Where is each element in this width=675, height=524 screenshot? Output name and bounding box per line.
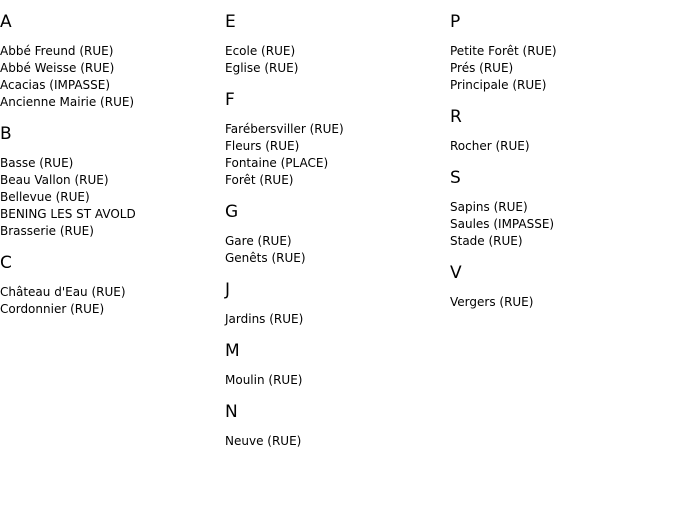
street-list	[450, 294, 670, 311]
street-item[interactable]: Fleurs (RUE)	[225, 139, 300, 153]
street-item[interactable]: Château d'Eau (RUE)	[0, 285, 126, 299]
letter-heading: G	[225, 202, 239, 222]
street-item[interactable]: Cordonnier (RUE)	[0, 302, 105, 316]
street-item[interactable]: Ancienne Mairie (RUE)	[0, 95, 135, 109]
street-column-1	[0, 12, 220, 331]
street-list	[0, 155, 220, 240]
street-item[interactable]: Basse (RUE)	[0, 156, 74, 170]
street-item[interactable]: Beau Vallon (RUE)	[0, 173, 109, 187]
letter-group-m	[225, 341, 445, 389]
letter-group-j	[225, 280, 445, 328]
letter-heading: V	[450, 263, 462, 283]
street-item[interactable]: Jardins (RUE)	[225, 312, 304, 326]
letter-heading: E	[225, 12, 236, 32]
street-list	[225, 433, 445, 450]
letter-heading: J	[225, 280, 231, 300]
street-item[interactable]: Gare (RUE)	[225, 234, 292, 248]
street-list	[225, 233, 445, 267]
street-item[interactable]: Neuve (RUE)	[225, 434, 302, 448]
letter-heading: N	[225, 402, 238, 422]
letter-heading: S	[450, 168, 461, 188]
street-item[interactable]: BENING LES ST AVOLD	[0, 207, 136, 221]
street-item[interactable]: Eglise (RUE)	[225, 61, 299, 75]
letter-group-p	[450, 12, 670, 94]
street-list	[225, 311, 445, 328]
street-item[interactable]: Ecole (RUE)	[225, 44, 296, 58]
letter-group-r	[450, 107, 670, 155]
letter-heading: F	[225, 90, 235, 110]
letter-group-a	[0, 12, 220, 111]
letter-group-n	[225, 402, 445, 450]
street-item[interactable]: Bellevue (RUE)	[0, 190, 90, 204]
letter-heading: B	[0, 124, 12, 144]
street-item[interactable]: Farébersviller (RUE)	[225, 122, 344, 136]
letter-group-e	[225, 12, 445, 77]
street-item[interactable]: Stade (RUE)	[450, 234, 523, 248]
street-item[interactable]: Fontaine (PLACE)	[225, 156, 329, 170]
street-item[interactable]: Brasserie (RUE)	[0, 224, 94, 238]
letter-group-v	[450, 263, 670, 311]
letter-heading: R	[450, 107, 462, 127]
street-item[interactable]: Moulin (RUE)	[225, 373, 303, 387]
street-item[interactable]: Abbé Weisse (RUE)	[0, 61, 115, 75]
street-item[interactable]: Saules (IMPASSE)	[450, 217, 555, 231]
street-column-3	[450, 12, 670, 324]
letter-group-b	[0, 124, 220, 240]
street-item[interactable]: Abbé Freund (RUE)	[0, 44, 114, 58]
letter-heading: M	[225, 341, 240, 361]
street-item[interactable]: Acacias (IMPASSE)	[0, 78, 111, 92]
letter-group-c	[0, 253, 220, 318]
street-column-2	[225, 12, 445, 463]
letter-group-g	[225, 202, 445, 267]
street-list	[0, 284, 220, 318]
letter-heading: P	[450, 12, 461, 32]
street-item[interactable]: Vergers (RUE)	[450, 295, 534, 309]
street-item[interactable]: Prés (RUE)	[450, 61, 514, 75]
letter-heading: C	[0, 253, 12, 273]
street-item[interactable]: Rocher (RUE)	[450, 139, 530, 153]
street-list	[225, 43, 445, 77]
street-list	[450, 199, 670, 250]
letter-heading: A	[0, 12, 12, 32]
street-list	[225, 372, 445, 389]
street-item[interactable]: Sapins (RUE)	[450, 200, 528, 214]
street-item[interactable]: Forêt (RUE)	[225, 173, 294, 187]
street-item[interactable]: Principale (RUE)	[450, 78, 547, 92]
street-list	[450, 43, 670, 94]
street-list	[225, 121, 445, 189]
letter-group-f	[225, 90, 445, 189]
street-list	[0, 43, 220, 111]
letter-group-s	[450, 168, 670, 250]
street-item[interactable]: Genêts (RUE)	[225, 251, 306, 265]
street-item[interactable]: Petite Forêt (RUE)	[450, 44, 557, 58]
street-list	[450, 138, 670, 155]
